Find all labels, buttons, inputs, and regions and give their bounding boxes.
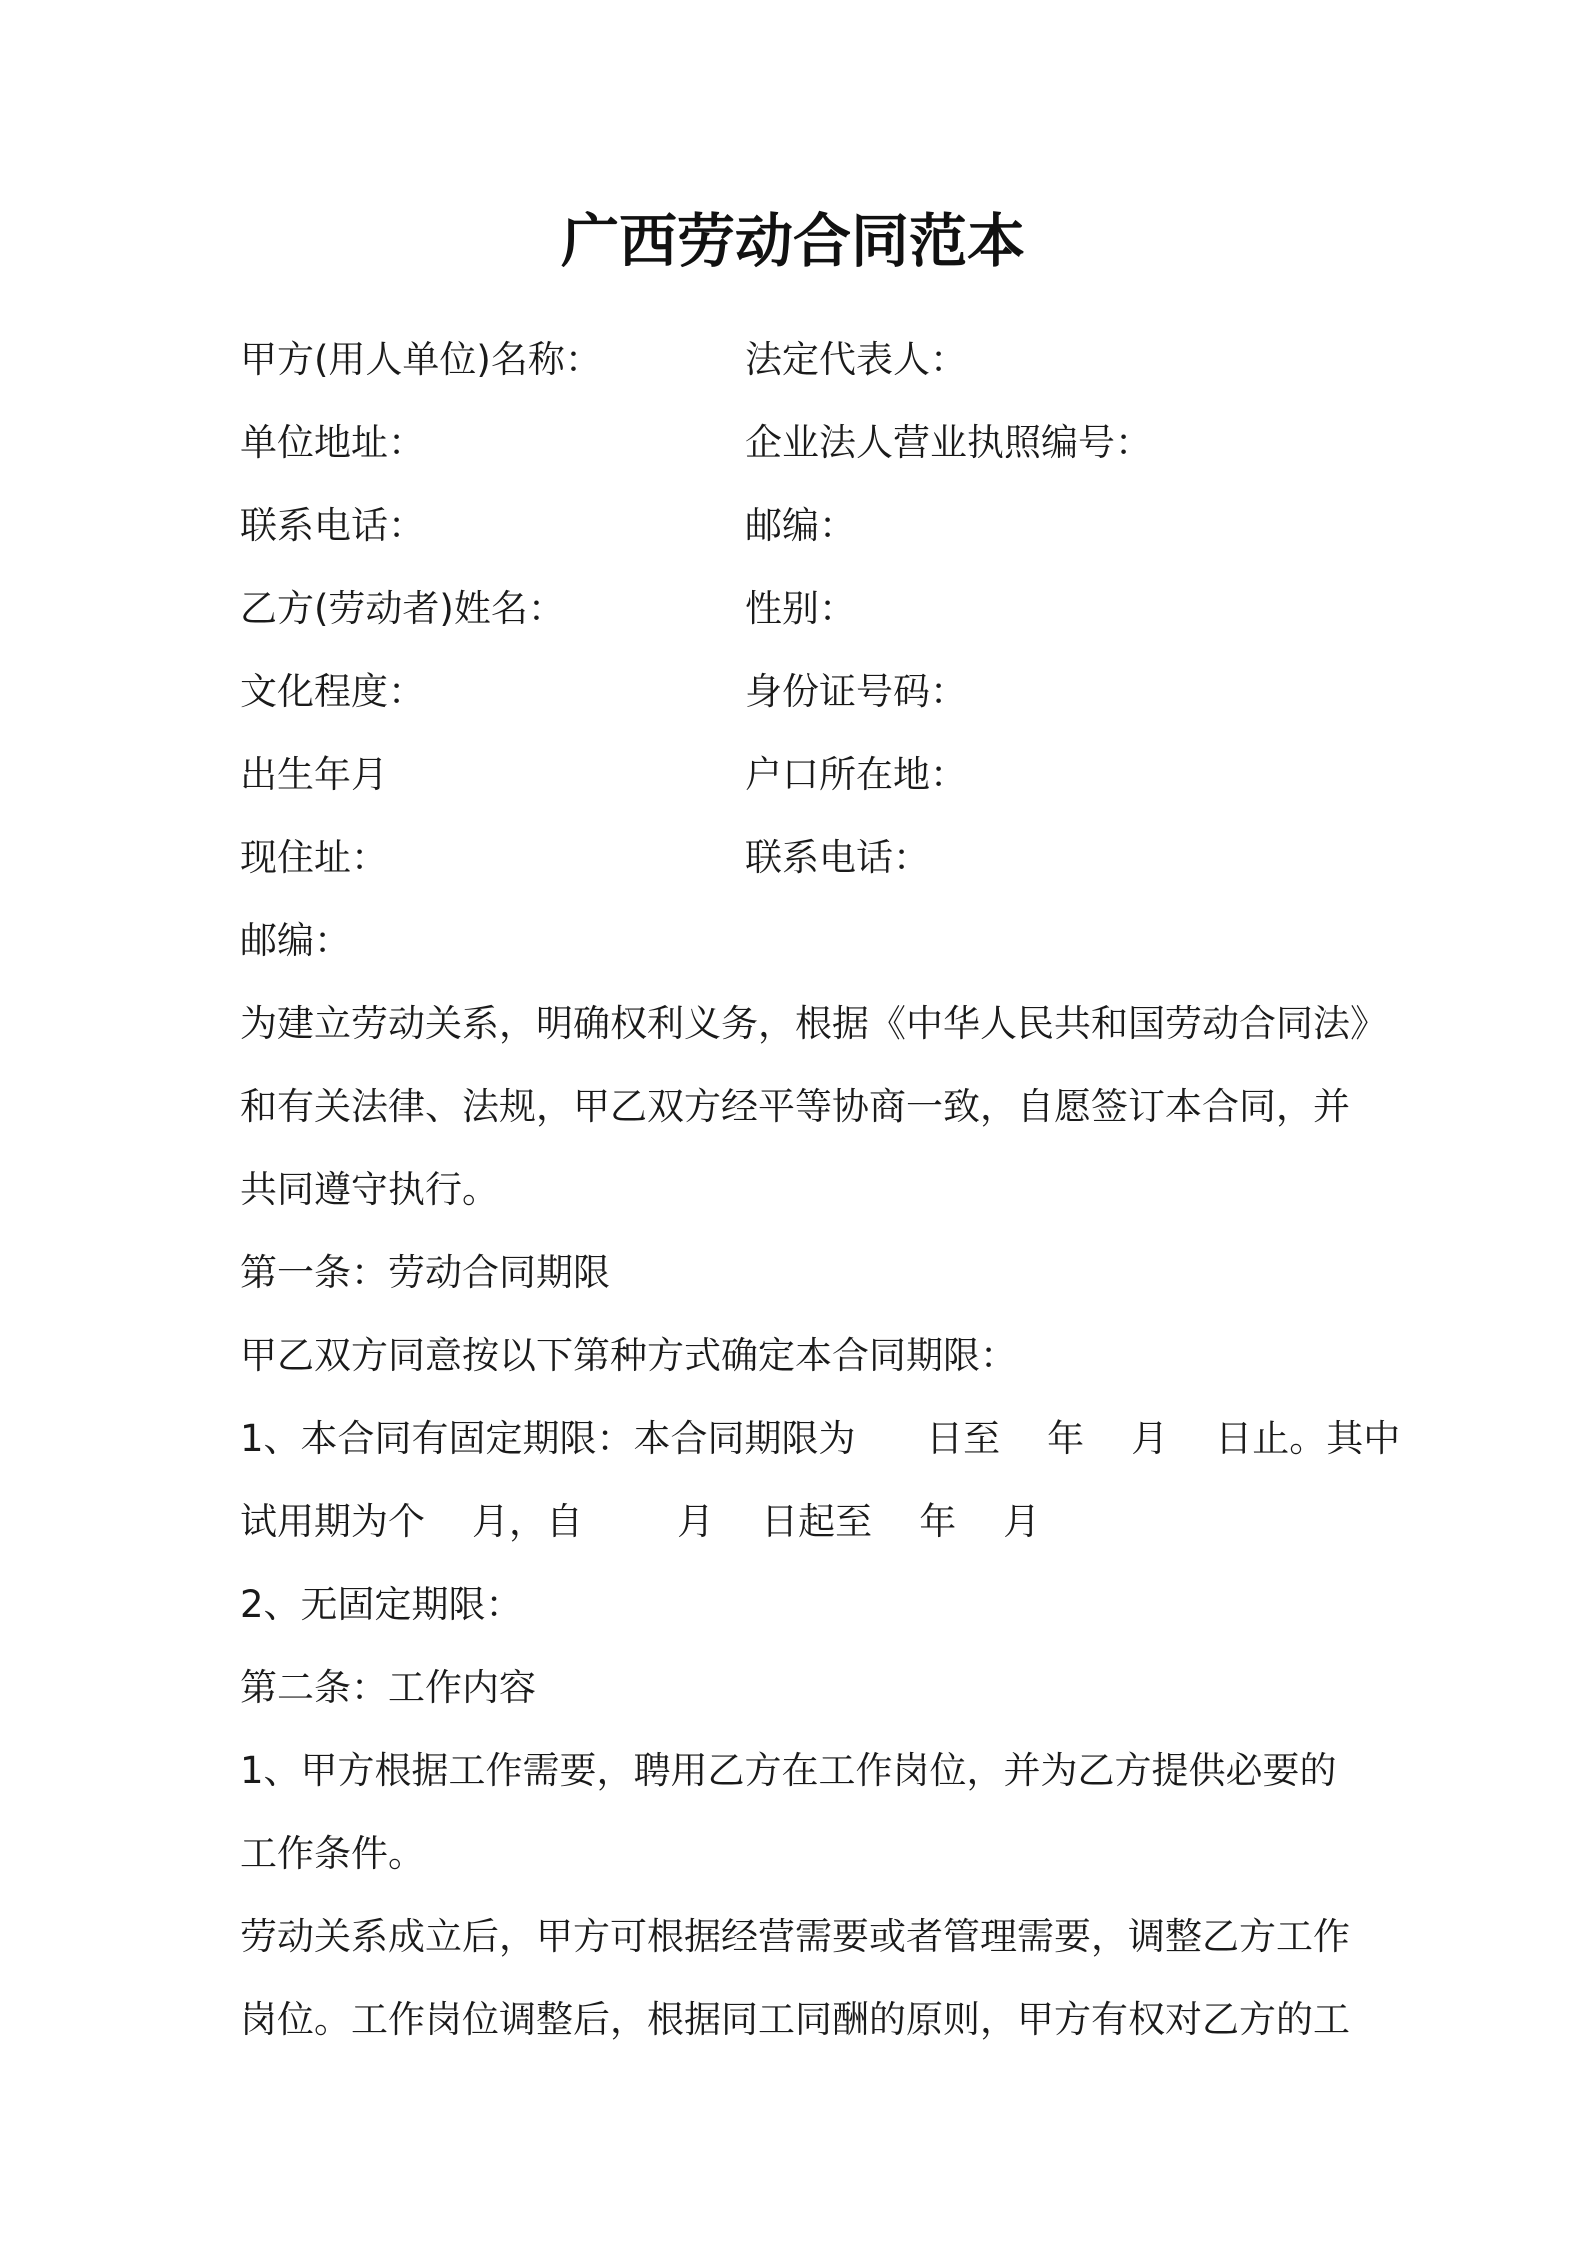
party-field-right: 联系电话： [745,836,930,879]
party-field-right: 户口所在地： [745,753,967,796]
party-field-left: 现住址： [240,836,388,879]
party-field-right: 身份证号码： [745,670,967,713]
body-line: 2、无固定期限： [240,1583,523,1626]
party-field-right: 企业法人营业执照编号： [745,421,1152,464]
body-line: 劳动关系成立后，甲方可根据经营需要或者管理需要，调整乙方工作 [240,1915,1350,1958]
section-heading: 第二条：工作内容 [240,1666,536,1709]
body-line: 为建立劳动关系，明确权利义务，根据《中华人民共和国劳动合同法》 [240,1002,1387,1045]
body-line: 1、甲方根据工作需要，聘用乙方在工作岗位，并为乙方提供必要的 [240,1749,1337,1792]
party-field-left: 单位地址： [240,421,425,464]
body-line: 岗位。工作岗位调整后，根据同工同酬的原则，甲方有权对乙方的工 [240,1998,1350,2041]
postal-code-label: 邮编： [240,919,351,962]
party-field-right: 邮编： [745,504,856,547]
party-field-left: 出生年月 [240,753,388,796]
body-line: 试用期为个 月，自 月 日起至 年 月 [240,1500,1041,1543]
party-field-right: 性别： [745,587,856,630]
party-field-left: 文化程度： [240,670,425,713]
body-line: 和有关法律、法规，甲乙双方经平等协商一致，自愿签订本合同，并 [240,1085,1350,1128]
section-heading: 第一条：劳动合同期限 [240,1251,610,1294]
party-field-left: 联系电话： [240,504,425,547]
body-line: 共同遵守执行。 [240,1168,499,1211]
body-line: 1、本合同有固定期限：本合同期限为 日至 年 月 日止。其中 [240,1417,1401,1460]
body-line: 工作条件。 [240,1832,425,1875]
body-line: 甲乙双方同意按以下第种方式确定本合同期限： [240,1334,1017,1377]
party-field-left: 甲方(用人单位)名称： [240,338,602,381]
party-field-left: 乙方(劳动者)姓名： [240,587,565,630]
document-title: 广西劳动合同范本 [560,207,1025,275]
party-field-right: 法定代表人： [745,338,967,381]
